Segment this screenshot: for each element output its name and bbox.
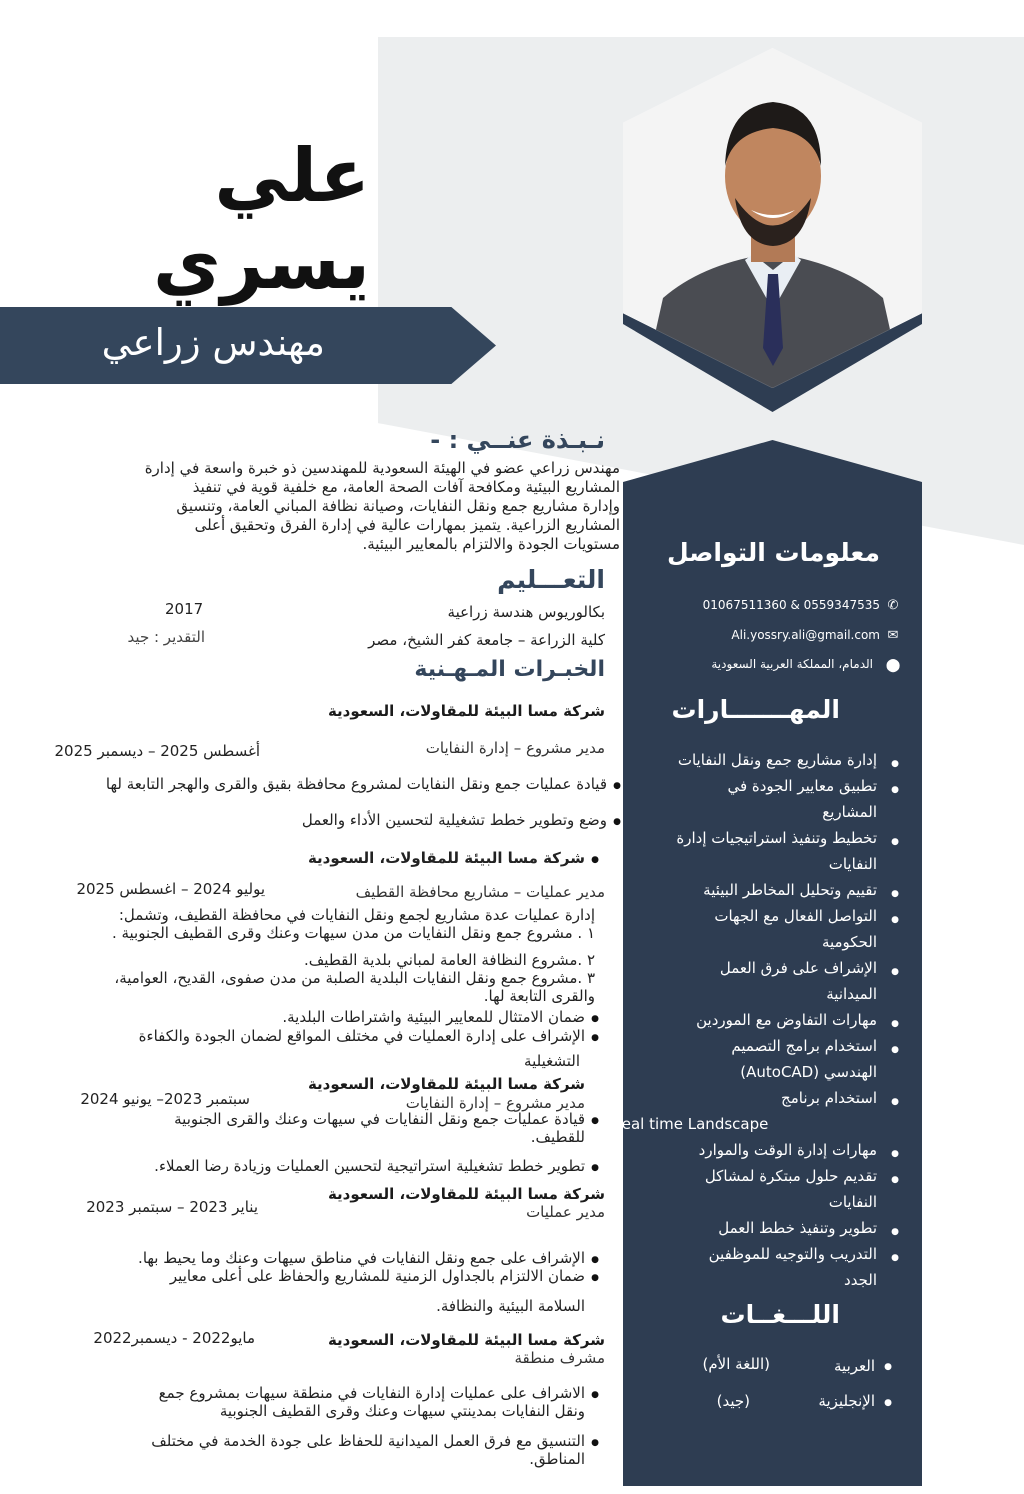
- company-name: شركة مسا البيئة للمقاولات، السعودية: [307, 1075, 585, 1093]
- envelope-icon: ✉: [887, 628, 899, 643]
- degree: بكالوريوس هندسة زراعية: [447, 603, 605, 621]
- skill-item: إدارة مشاريع جمع ونقل النفايات ●: [640, 747, 877, 773]
- job-bullet: الاشراف على عمليات إدارة النفايات في منطقة سيهات بمشروع جمع ●: [40, 1384, 585, 1402]
- contact-email: Ali.yossry.ali@gmail.com: [731, 628, 880, 642]
- job-bullet: الإشراف على جمع ونقل النفايات في مناطق سيهات وعنك وما يحيط بها. ●: [40, 1249, 585, 1267]
- job-bullet: قيادة عمليات جمع ونقل النفايات لمشروع محافظة بقيق والقرى والهجر التابعة لها ●: [20, 775, 607, 793]
- skill-item: تخطيط وتنفيذ استراتيجيات إدارة النفايات ●: [640, 825, 877, 877]
- school: كلية الزراعة – جامعة كفر الشيخ، مصر: [368, 631, 605, 649]
- numbered-item: ١ . مشروع جمع ونقل النفايات من مدن سيهات وعنك وقرى القطيف الجنوبية .: [111, 924, 595, 942]
- job-role: مدير عمليات: [526, 1203, 605, 1221]
- job-role: مدير مشروع – إدارة النفايات: [425, 739, 605, 757]
- skill-item: تطبيق معايير الجودة في المشاريع ●: [640, 773, 877, 825]
- job-bullet-cont: ونقل النفايات بمدينتي سيهات وعنك وقرى القطيف الجنوبية: [219, 1402, 585, 1420]
- job-bullet: الإشراف على إدارة العمليات في مختلف المواقع لضمان الجودة والكفاءة ●: [40, 1027, 585, 1045]
- language-level: (جيد): [716, 1392, 750, 1410]
- job-bullet-cont: السلامة البيئية والنظافة.: [436, 1297, 585, 1315]
- numbered-item: ٢ .مشروع النظافة العامة لمباني بلدية القطيف.: [304, 951, 595, 969]
- phone-icon: ✆: [887, 598, 899, 613]
- about-line: المشاريع الزراعية. يتميز بمهارات عالية في إدارة الفرق وتحقيق أعلى: [194, 516, 620, 534]
- about-line: المشاريع البيئية ومكافحة آفات الصحة العامة، مع خلفية قوية في تنفيذ: [192, 478, 620, 496]
- skill-item: مهارات التفاوض مع الموردين ●: [640, 1007, 877, 1033]
- language-name: العربية: [834, 1357, 875, 1375]
- skill-item: مهارات إدارة الوقت والموارد ●: [640, 1137, 877, 1163]
- about-line: مهندس زراعي عضو في الهيئة السعودية للمهندسين ذو خبرة واسعة في إدارة: [144, 459, 620, 477]
- education-heading: التعـــليم: [497, 565, 605, 594]
- skill-item: التدريب والتوجيه للموظفين الجدد ●: [640, 1241, 877, 1293]
- contact-heading: معلومات التواصل: [666, 538, 880, 567]
- job-dates: سبتمبر 2023– يونيو 2024: [80, 1090, 250, 1108]
- grade: التقدير : جيد: [127, 628, 205, 646]
- job-bullet-cont: المناطق.: [529, 1450, 585, 1468]
- job-dates: يوليو 2024 – اغسطس 2025: [76, 880, 265, 898]
- graduation-year: 2017: [165, 600, 204, 618]
- job-dates: مايو2022 - ديسمبر2022: [93, 1329, 255, 1347]
- language-level: (اللغة الأم): [702, 1355, 770, 1373]
- skill-item: التواصل الفعال مع الجهات الحكومية ●: [640, 903, 877, 955]
- numbered-item: ٣ .مشروع جمع ونقل النفايات البلدية الصلبة من مدن صفوى، القديح، العوامية،: [114, 969, 595, 987]
- about-line: وإدارة مشاريع جمع ونقل النفايات، وصيانة نظافة المباني العامة، وتنسيق: [176, 497, 620, 515]
- skill-item: تطوير وتنفيذ خطط العمل ●: [640, 1215, 877, 1241]
- skill-item: تقييم وتحليل المخاطر البيئية ●: [640, 877, 877, 903]
- skill-item: استخدام برنامج Real time Landscape ●: [640, 1085, 877, 1137]
- about-text: [20, 459, 620, 554]
- skill-item: تقديم حلول مبتكرة لمشاكل النفايات ●: [640, 1163, 877, 1215]
- company-name: شركة مسا البيئة للمقاولات، السعودية: [327, 702, 605, 720]
- job-bullet-cont: التشغيلية: [524, 1052, 580, 1070]
- company-name: شركة مسا البيئة للمقاولات، السعودية: [327, 1331, 605, 1349]
- map-pin-icon: ⬤: [885, 658, 901, 673]
- job-dates: أغسطس 2025 – ديسمبر 2025: [54, 742, 260, 760]
- job-bullet: ضمان الامتثال للمعايير البيئية واشتراطات البلدية. ●: [40, 1008, 585, 1026]
- job-intro: إدارة عمليات عدة مشاريع لجمع ونقل النفايات في محافظة القطيف، وتشمل:: [118, 906, 595, 924]
- job-bullet: وضع وتطوير خطط تشغيلية لتحسين الأداء والعمل ●: [200, 811, 607, 829]
- language-name: الإنجليزية: [818, 1392, 875, 1410]
- last-name: يسري: [153, 220, 370, 306]
- contact-location: الدمام، المملكة العربية السعودية: [711, 657, 873, 671]
- experience-heading: الخبـرات المـهـنية: [414, 657, 605, 682]
- company-name: شركة مسا البيئة للمقاولات، السعودية ●: [250, 849, 585, 867]
- skills-list: [612, 747, 877, 1293]
- job-dates: يناير 2023 – سبتمبر 2023: [86, 1198, 258, 1216]
- job-bullet-cont: للقطيف.: [530, 1128, 585, 1146]
- about-line: مستويات الجودة والالتزام بالمعايير البيئية.: [362, 535, 620, 553]
- job-bullet: التنسيق مع فرق العمل الميدانية للحفاظ على جودة الخدمة في مختلف ●: [40, 1432, 585, 1450]
- bullet-icon: ●: [884, 1398, 892, 1408]
- job-role: مدير مشروع – إدارة النفايات: [405, 1094, 585, 1112]
- languages-heading: اللـــغــات: [720, 1300, 840, 1329]
- company-name: شركة مسا البيئة للمقاولات، السعودية: [327, 1185, 605, 1203]
- job-role: مشرف منطقة: [514, 1349, 605, 1367]
- skill-item: استخدام برامج التصميم الهندسي (AutoCAD) ●: [640, 1033, 877, 1085]
- skill-item: الإشراف على فرق العمل الميدانية ●: [640, 955, 877, 1007]
- job-bullet: ضمان الالتزام بالجداول الزمنية للمشاريع والحفاظ على أعلى معايير ●: [40, 1267, 585, 1285]
- bullet-icon: ●: [884, 1362, 892, 1372]
- contact-phone: 0559347535 & 01067511360: [702, 598, 880, 612]
- numbered-item: والقرى التابعة لها.: [483, 987, 595, 1005]
- job-bullet: تطوير خطط تشغيلية استراتيجية لتحسين العمليات وزيادة رضا العملاء. ●: [40, 1157, 585, 1175]
- job-bullet: قيادة عمليات جمع ونقل النفايات في سيهات وعنك والقرى الجنوبية ●: [40, 1110, 585, 1128]
- skills-heading: المهـــــــارات: [671, 695, 840, 724]
- job-title: مهندس زراعي: [101, 321, 325, 364]
- job-role: مدير عمليات – مشاريع محافظة القطيف: [355, 883, 605, 901]
- about-heading: نـبـذة عنــي : -: [430, 426, 605, 454]
- first-name: علي: [214, 133, 370, 219]
